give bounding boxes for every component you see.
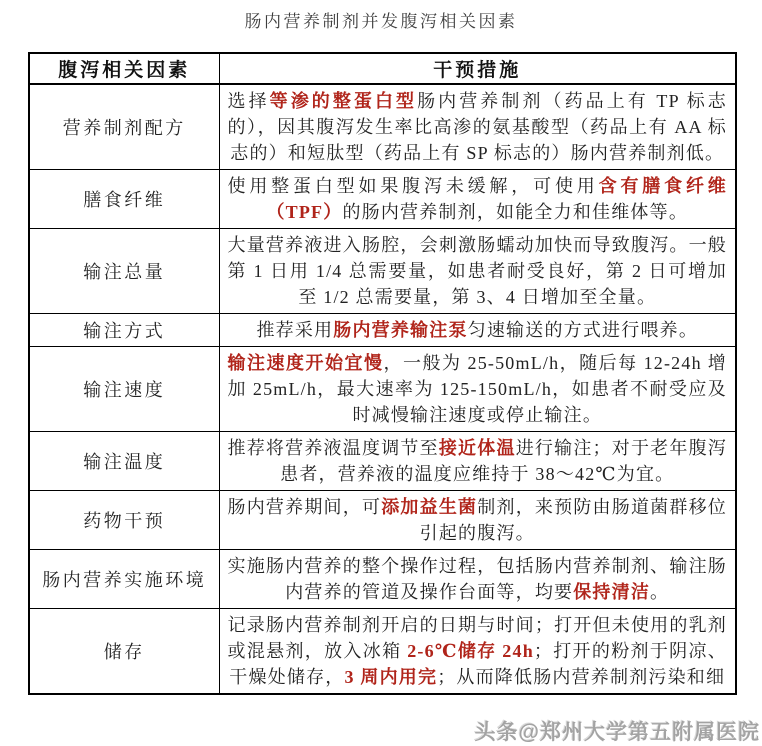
measure-text: ；从而降低肠内营养制剂污染和细: [437, 667, 726, 687]
measure-text: 。: [650, 582, 670, 602]
measure-text: 推荐将营养液温度调节至: [227, 438, 439, 458]
highlighted-text: 接近体温: [438, 438, 516, 458]
measure-text: 记录肠内营养制剂开启的日期与时间；打开但未使用的乳剂或混悬剂，放入冰箱: [227, 615, 727, 661]
measure-text: 肠内营养期间，可: [227, 497, 382, 517]
diarrhea-factors-table: [28, 52, 737, 695]
table-row: [29, 229, 736, 314]
measure-cell: [219, 170, 736, 229]
factor-cell: 膳食纤维: [29, 170, 219, 229]
factor-cell: 药物干预: [29, 491, 219, 550]
measure-cell: [219, 229, 736, 314]
measure-cell: [219, 84, 736, 170]
measure-text: ，一般为 25-50mL/h，随后每 12-24h 增加 25mL/h，最大速率为 125-150mL/h，如患者不耐受应及时减慢输注速度或停止输注。: [227, 353, 727, 425]
page-title: 肠内营养制剂并发腹泻相关因素: [244, 12, 518, 31]
watermark: 头条@郑州大学第五附属医院: [474, 721, 760, 744]
measure-text: 进行输注；对于老年腹泻患者，营养液的温度应维持于 38～42℃为宜。: [280, 438, 727, 484]
measure-cell: [219, 491, 736, 550]
measure-cell: [219, 550, 736, 609]
measure-text: 选择: [227, 91, 270, 111]
table-row: [29, 609, 736, 695]
highlighted-text: 肠内营养输注泵: [333, 320, 468, 340]
table-row: [29, 550, 736, 609]
measure-cell: [219, 314, 736, 347]
table-body: [29, 84, 736, 694]
highlighted-text: 含有膳食纤维（TPF）: [266, 176, 727, 222]
highlighted-text: 输注速度开始宜慢: [227, 353, 384, 373]
factor-cell: 输注温度: [29, 432, 219, 491]
measure-text: 的肠内营养制剂，如能全力和佳维体等。: [342, 202, 689, 222]
measure-text: 实施肠内营养的整个操作过程，包括肠内营养制剂、输注肠内营养的管道及操作台面等，均要: [227, 556, 727, 602]
table-row: [29, 314, 736, 347]
measure-text: 推荐采用: [256, 320, 334, 340]
highlighted-text: 保持清洁: [573, 582, 651, 602]
column-header-measure: 干预措施: [219, 53, 736, 84]
measure-text: ；打开的粉剂于阴凉、干燥处储存，: [229, 641, 728, 687]
highlighted-text: 添加益生菌: [381, 497, 478, 517]
factor-cell: 输注方式: [29, 314, 219, 347]
measure-text: 匀速输送的方式进行喂养。: [467, 320, 699, 340]
header-row: [29, 53, 736, 84]
factor-cell: 输注速度: [29, 347, 219, 432]
table-row: [29, 432, 736, 491]
measure-cell: [219, 432, 736, 491]
highlighted-text: 3 周内用完: [344, 667, 438, 687]
factor-cell: 输注总量: [29, 229, 219, 314]
measure-cell: [219, 347, 736, 432]
column-header-factor: 腹泻相关因素: [29, 53, 219, 84]
table-row: [29, 347, 736, 432]
table-row: [29, 491, 736, 550]
measure-text: 制剂，来预防由肠道菌群移位引起的腹泻。: [419, 497, 727, 543]
factor-cell: 肠内营养实施环境: [29, 550, 219, 609]
table-row: [29, 84, 736, 170]
factor-cell: 营养制剂配方: [29, 84, 219, 170]
measure-text: 大量营养液进入肠腔，会刺激肠蠕动加快而导致腹泻。一般第 1 日用 1/4 总需要量，如患者耐受良好，第 2 日可增加至 1/2 总需要量，第 3、4 日增加至全量。: [227, 235, 727, 307]
highlighted-text: 2-6℃储存 24h: [407, 641, 534, 661]
highlighted-text: 等渗的整蛋白型: [269, 91, 418, 111]
factor-cell: 储存: [29, 609, 219, 695]
measure-text: 肠内营养制剂（药品上有 TP 标志的），因其腹泻发生率比高渗的氨基酸型（药品上有 AA 标志的）和短肽型（药品上有 SP 标志的）肠内营养制剂低。: [227, 91, 727, 163]
measure-text: 使用整蛋白型如果腹泻未缓解，可使用: [227, 176, 599, 196]
measure-cell: [219, 609, 736, 695]
table-row: [29, 170, 736, 229]
